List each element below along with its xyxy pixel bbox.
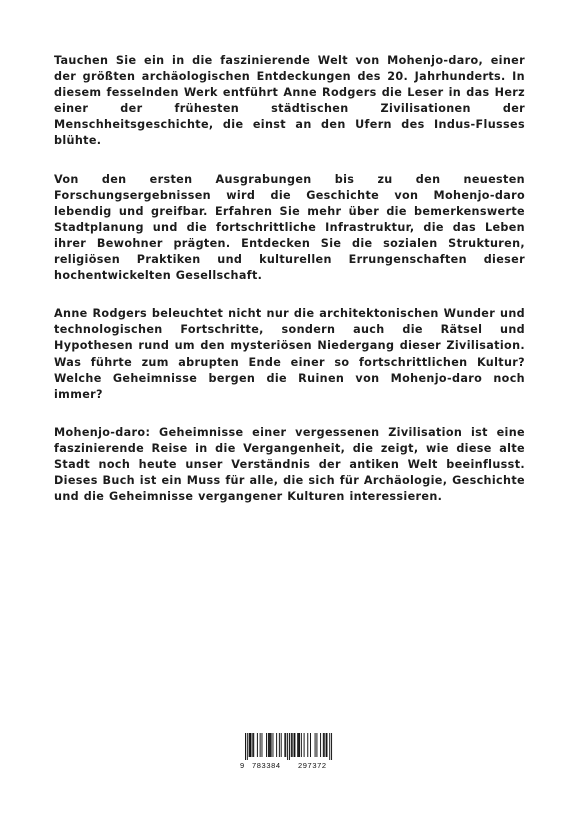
- barcode-bar: [331, 733, 332, 760]
- barcode-bar: [315, 733, 316, 757]
- barcode-bar: [291, 733, 292, 757]
- barcode-bar: [252, 733, 253, 757]
- barcode-bar: [247, 733, 248, 760]
- barcode-bar: [292, 733, 293, 757]
- barcode-bar: [307, 733, 308, 757]
- barcode-bar: [289, 733, 290, 760]
- barcode-bar: [327, 733, 328, 757]
- barcode-bar: [250, 733, 251, 757]
- barcode-right-digits: 297372: [298, 761, 327, 770]
- barcode-bar: [299, 733, 300, 757]
- barcode-lead-digit: 9: [240, 761, 245, 770]
- barcode-bar: [268, 733, 269, 757]
- barcode-left-digits: 783384: [252, 761, 281, 770]
- barcode-bar: [301, 733, 302, 757]
- barcode-digits: [240, 760, 337, 771]
- barcode-bar: [294, 733, 295, 757]
- barcode-bar: [310, 733, 311, 757]
- barcode-bar: [249, 733, 250, 757]
- barcode-bar: [324, 733, 325, 757]
- barcode-bar: [326, 733, 327, 757]
- barcode-bars: [240, 733, 337, 760]
- barcode-bar: [270, 733, 271, 757]
- blurb-paragraph-4: Mohenjo-daro: Geheimnisse einer vergessenen Zivilisation ist eine faszinierende Reise in die Vergangenheit, die zeigt, wie diese alte Stadt noch heute unser Verständnis der antiken Welt beeinflusst. Dieses Buch ist ein Muss für alle, die sich für Archäologie, Geschichte und die Geheimnisse vergangener Kulturen interessieren.: [54, 425, 525, 504]
- isbn-barcode: [240, 733, 337, 771]
- blurb-paragraph-1: Tauchen Sie ein in die faszinierende Welt von Mohenjo-daro, einer der größten archäologischen Entdeckungen des 20. Jahrhunderts. In diesem fesselnden Werk entführt Anne Rodgers die Leser in das Herz einer der frühesten städtischen Zivilisationen der Menschheitsgeschichte, die einst an den Ufern des Indus-Flusses blühte.: [54, 54, 525, 148]
- barcode-bar: [316, 733, 317, 757]
- barcode-bar: [279, 733, 280, 757]
- barcode-bar: [285, 733, 286, 757]
- barcode-bar: [250, 733, 251, 757]
- barcode-bar: [294, 733, 295, 757]
- barcode-bar: [269, 733, 270, 757]
- blurb-paragraph-2: Von den ersten Ausgrabungen bis zu den neuesten Forschungsergebnissen wird die Geschichte von Mohenjo-daro lebendig und greifbar. Erfahren Sie mehr über die bemerkenswerte Stadtplanung und die fortschrittliche Infrastruktur, die das Leben ihrer Bewohner prägten. Entdecken Sie die sozialen Strukturen, religiösen Praktiken und kulturellen Errungenschaften dieser hochentwickelten Gesellschaft.: [54, 172, 525, 283]
- barcode-bar: [284, 733, 285, 757]
- barcode-bar: [287, 733, 288, 760]
- barcode-bar: [272, 733, 273, 757]
- barcode-bar: [304, 733, 305, 757]
- barcode-bar: [297, 733, 298, 757]
- barcode-bar: [276, 733, 277, 757]
- barcode-bar: [260, 733, 261, 757]
- barcode-bar: [320, 733, 321, 757]
- barcode-bar: [253, 733, 254, 757]
- blurb-paragraph-3: Anne Rodgers beleuchtet nicht nur die architektonischen Wunder und technologischen Fortschritte, sondern auch die Rätsel und Hypothesen rund um den mysteriösen Niedergang dieser Zivilisation. Was führte zum abrupten Ende einer so fortschrittlichen Kultur? Welche Geheimnisse bergen die Ruinen von Mohenjo-daro noch immer?: [54, 307, 525, 401]
- barcode-bar: [323, 733, 324, 757]
- barcode-bar: [298, 733, 299, 757]
- barcode-bar: [261, 733, 262, 757]
- barcode-bar: [266, 733, 267, 757]
- barcode-bar: [245, 733, 246, 760]
- barcode-bar: [329, 733, 330, 760]
- barcode-bar: [281, 733, 282, 757]
- barcode-bar: [271, 733, 272, 757]
- barcode-bar: [257, 733, 258, 757]
- blurb-text: [54, 53, 525, 527]
